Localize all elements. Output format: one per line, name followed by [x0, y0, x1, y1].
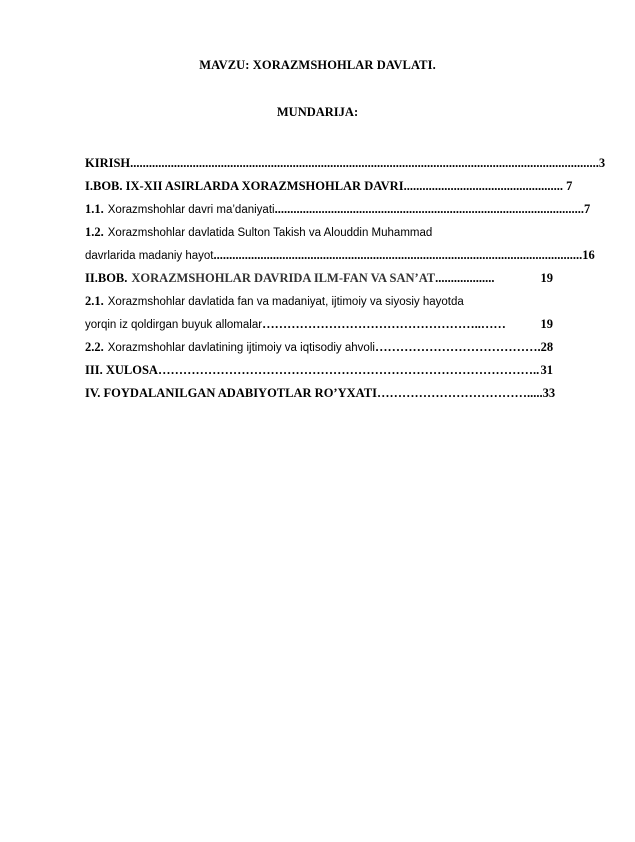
toc-entry-page: 3 — [598, 156, 606, 170]
toc-entry-page: 31 — [540, 363, 553, 377]
toc-entry-label: I.BOB. IX-XII ASIRLARDA XORAZMSHOHLAR DAVRI — [85, 179, 404, 193]
toc-entry-2-1-continued[interactable] — [85, 313, 553, 336]
toc-entry-leader: …………………………………. — [374, 340, 541, 354]
toc-entry-label: KIRISH — [85, 156, 131, 170]
toc-entry-number: 2.2. — [85, 340, 104, 354]
toc-entry-label: Xorazmshohlar davlatida Sulton Takish va Alouddin Muhammad — [107, 227, 433, 239]
toc-entry-page: 7 — [583, 202, 591, 216]
toc-entry-label: IV. FOYDALANILGAN ADABIYOTLAR RO’YXATI — [85, 386, 377, 400]
toc-entry-leader: ................... — [435, 271, 495, 285]
toc-entry-page: 7 — [562, 179, 573, 193]
toc-heading: MUNDARIJA: — [276, 105, 359, 119]
toc-entry-chapter-2[interactable] — [85, 267, 553, 290]
toc-entry-page: 19 — [540, 317, 553, 331]
toc-entry-2-1[interactable] — [85, 290, 553, 313]
toc-entry-label: Xorazmshohlar davri ma’daniyati — [107, 204, 275, 216]
toc-entry-label: Xorazmshohlar davlatida fan va madaniyat, ijtimoiy va siyosiy hayotda — [107, 296, 464, 308]
toc-entry-kirish[interactable] — [85, 152, 606, 175]
toc-entry-2-2[interactable] — [85, 336, 553, 359]
toc-entry-page: 33 — [542, 386, 556, 400]
toc-entry-leader: ...................................................................................................................... — [213, 248, 583, 262]
toc-entry-label: yorqin iz qoldirgan buyuk allomalar — [85, 319, 263, 331]
toc-entry-number: 1.1. — [85, 202, 104, 216]
toc-entry-page: 19 — [540, 271, 553, 285]
toc-entry-label: XORAZMSHOHLAR DAVRIDA ILM-FAN VA SAN’AT — [131, 271, 436, 285]
toc-entry-leader: ................................................... — [403, 179, 563, 193]
toc-entry-1-2[interactable] — [85, 221, 553, 244]
toc-entry-leader: ……………………………………………………………………………….. — [157, 363, 540, 377]
toc-entry-chapter-1[interactable] — [85, 175, 573, 198]
toc-entry-number: 2.1. — [85, 294, 104, 308]
toc-entry-leader: ................................................................................................... — [274, 202, 584, 216]
toc-entry-leader: ...................................................................................................................................................... — [130, 156, 599, 170]
table-of-contents — [85, 152, 606, 405]
toc-entry-number: 1.2. — [85, 225, 104, 239]
document-title: MAVZU: XORAZMSHOHLAR DAVLATI. — [199, 58, 436, 72]
toc-entry-label: III. XULOSA — [85, 363, 158, 377]
toc-entry-page: 28 — [540, 340, 554, 354]
toc-entry-1-1[interactable] — [85, 198, 591, 221]
toc-entry-references[interactable] — [85, 382, 556, 405]
toc-entry-1-2-continued[interactable] — [85, 244, 595, 267]
toc-entry-label: davrlarida madaniy hayot — [85, 250, 214, 262]
toc-entry-leader: ……………………………………………..…… — [262, 317, 506, 331]
toc-entry-conclusion[interactable] — [85, 359, 553, 382]
toc-entry-number: II.BOB. — [85, 271, 128, 285]
toc-entry-page: 16 — [582, 248, 595, 262]
toc-entry-label: Xorazmshohlar davlatining ijtimoiy va iqtisodiy ahvoli — [107, 342, 375, 354]
toc-entry-leader: ………………………………..... — [376, 386, 543, 400]
